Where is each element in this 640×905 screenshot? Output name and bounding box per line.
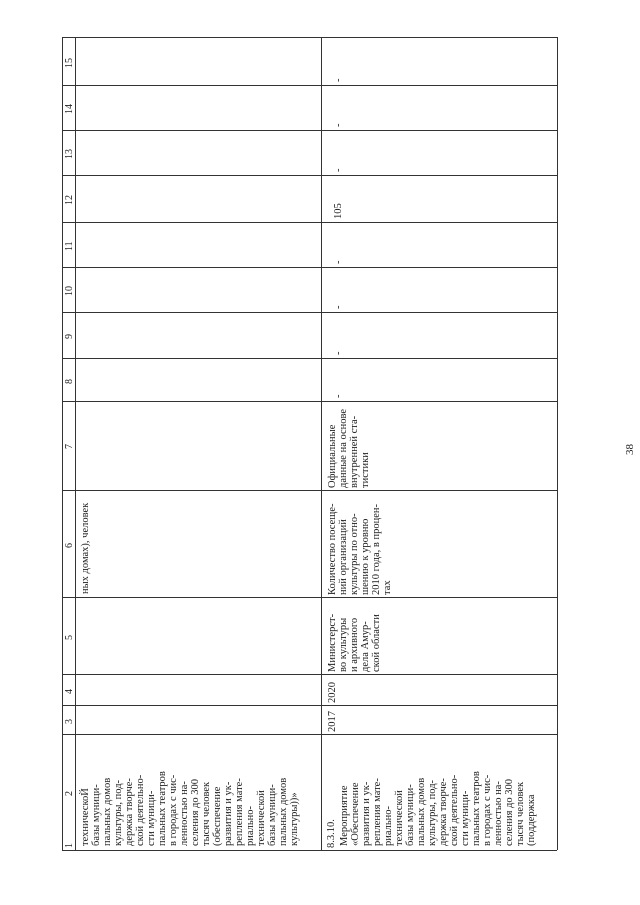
col12-cell: 105: [333, 203, 344, 219]
col10-cell: -: [333, 305, 344, 309]
continuation-indicator-cell: ных домах), человек: [80, 502, 91, 594]
column-header-11: 11: [64, 241, 75, 251]
col15-cell: -: [333, 78, 344, 82]
col13-cell: -: [333, 168, 344, 172]
page-number: 38: [624, 444, 636, 455]
col9-cell: -: [333, 351, 344, 355]
column-header-8: 8: [64, 379, 75, 384]
col8-cell: -: [333, 394, 344, 398]
column-header-10: 10: [64, 286, 75, 296]
column-header-9: 9: [64, 334, 75, 339]
continuation-name-cell: техническоЙ базы муници- пальных домов культуры, под- держка творче- ской деятельно- сти муници- пальных театров в городах с чис- ленностью на- селения до 300 тысяч человек (обеспечение развития и ук- репления мате- риально- технической базы муници- пальных домов культуры))»: [80, 771, 300, 846]
column-header-1: 1: [64, 843, 75, 848]
col14-cell: -: [333, 123, 344, 127]
executor-cell: Министерст- во культуры и архивного дела Амур- ской области: [327, 613, 382, 672]
column-header-6: 6: [64, 543, 75, 548]
end-year-cell: 2020: [327, 682, 338, 703]
column-header-12: 12: [64, 195, 75, 205]
column-header-13: 13: [64, 149, 75, 159]
column-header-7: 7: [64, 444, 75, 449]
row-name-cell: Мероприятие «Обеспечение развития и ук- репления мате- риально- технической базы муници- пальных домов культуры, под- держка творче- ской деятельно- сти муници- пальных театров в городах с чис- ленностью на- селения до 300 тысяч человек (поддержка: [339, 771, 537, 846]
column-header-3: 3: [64, 719, 75, 724]
column-header-15: 15: [64, 58, 75, 68]
column-header-2: 2: [64, 791, 75, 796]
start-year-cell: 2017: [327, 711, 338, 732]
row-number-cell: 8.3.10.: [326, 819, 337, 848]
col11-cell: -: [333, 260, 344, 264]
indicator-cell: Количество посеще- ний организаций культуры по отно- шению к уровню 2010 года, в процен- тах: [327, 503, 393, 595]
column-header-4: 4: [64, 689, 75, 694]
column-header-14: 14: [64, 104, 75, 114]
source-cell: Официальные данные на основе внутренней ста- тистики: [327, 408, 371, 488]
column-header-5: 5: [64, 635, 75, 640]
